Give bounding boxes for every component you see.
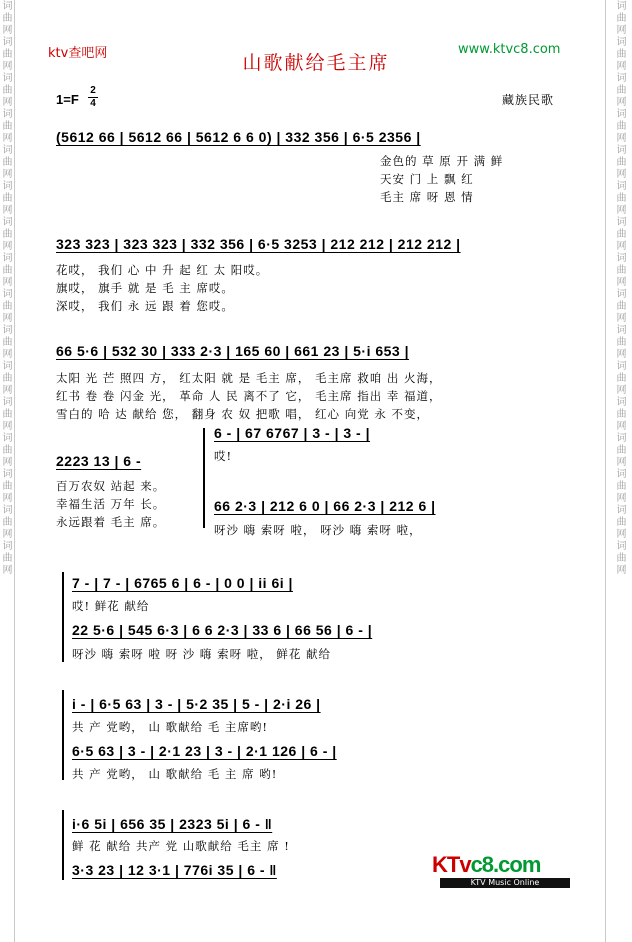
- system6-brace: [62, 690, 64, 780]
- song-title: 山歌献给毛主席: [242, 52, 390, 74]
- system6-lower-notes: 6·5 63 | 3 - | 2·1 23 | 3 - | 2·1 126 | 6 - |: [72, 743, 337, 759]
- site-url-right[interactable]: www.ktvc8.com: [458, 42, 561, 57]
- system4-lower-notes: 66 2·3 | 212 6 0 | 66 2·3 | 212 6 |: [214, 498, 436, 514]
- watermark-left: 词曲网词曲网词曲网词曲网词曲网词曲网词曲网词曲网词曲网词曲网词曲网词曲网词曲网词曲网词曲网词曲网: [0, 0, 11, 576]
- system4-notes-left: 2223 13 | 6 -: [56, 453, 142, 469]
- system5-brace: [62, 572, 64, 662]
- system4-lower-lyric: 呀沙 嗨 索呀 啦， 呀沙 嗨 索呀 啦，: [214, 523, 422, 537]
- system4-upper-notes: 6 - | 67 6767 | 3 - | 3 - |: [214, 425, 371, 441]
- system5-lower-notes: 22 5·6 | 545 6·3 | 6 6 2·3 | 33 6 | 66 56 | 6 - |: [72, 622, 373, 638]
- system3-notes: 66 5·6 | 532 30 | 333 2·3 | 165 60 | 661 23 | 5·i 653 |: [56, 343, 410, 359]
- system6-lower-lyric: 共 产 党哟， 山 歌献给 毛 主 席 哟!: [72, 767, 278, 781]
- logo-subtext: KTV Music Online: [440, 878, 570, 888]
- system5-upper-lyric: 哎! 鲜花 献给: [72, 599, 150, 613]
- system4-upper-lyric: 哎!: [214, 449, 233, 463]
- system5-upper-notes: 7 - | 7 - | 6765 6 | 6 - | 0 0 | ii 6i |: [72, 575, 293, 591]
- system1-notes: (5612 66 | 5612 66 | 5612 6 6 0) | 332 356 | 6·5 2356 |: [56, 129, 421, 145]
- key-signature: 1=F: [56, 92, 79, 107]
- logo-text-red: KTv: [432, 852, 471, 877]
- system3-lyric-1: 太阳 光 芒 照四 方， 红太阳 就 是 毛主 席， 毛主席 救咱 出 火海，: [56, 371, 442, 385]
- song-origin: 藏族民歌: [502, 93, 555, 107]
- system4-brace: [203, 428, 205, 528]
- ktvc8-logo[interactable]: [432, 852, 582, 896]
- system6-upper-notes: i - | 6·5 63 | 3 - | 5·2 35 | 5 - | 2·i 26 |: [72, 696, 321, 712]
- system4-lyric-3: 永远跟着 毛主 席。: [56, 515, 166, 529]
- system3-lyric-3: 雪白的 哈 达 献给 您， 翻身 农 奴 把歌 唱， 红心 向党 永 不变，: [56, 407, 430, 421]
- site-name-left[interactable]: ktv查吧网: [48, 46, 108, 61]
- meter-bottom: 4: [90, 98, 96, 109]
- system7-upper-notes: i·6 5i | 656 35 | 2323 5i | 6 - ‖: [72, 816, 273, 832]
- system1-lyric-1: 金色的 草 原 开 满 鲜: [380, 154, 504, 168]
- time-signature: [88, 86, 98, 109]
- system5-lower-lyric: 呀沙 嗨 索呀 啦 呀 沙 嗨 索呀 啦， 鲜花 献给: [72, 647, 332, 661]
- meter-top: 2: [90, 85, 96, 96]
- system3-lyric-2: 红书 卷 卷 闪金 光， 革命 人 民 离不了 它， 毛主席 指出 幸 福道，: [56, 389, 442, 403]
- system2-notes: 323 323 | 323 323 | 332 356 | 6·5 3253 | 212 212 | 212 212 |: [56, 236, 461, 252]
- system6-upper-lyric: 共 产 党哟， 山 歌献给 毛 主席哟!: [72, 720, 269, 734]
- system2-lyric-1: 花哎， 我们 心 中 升 起 红 太 阳哎。: [56, 263, 269, 277]
- system7-lower-notes: 3·3 23 | 12 3·1 | 776i 35 | 6 - ‖: [72, 862, 277, 878]
- system7-brace: [62, 810, 64, 880]
- system4-lyric-2: 幸福生活 万年 长。: [56, 497, 166, 511]
- system1-lyric-2: 天安 门 上 飘 红: [380, 172, 474, 186]
- system7-upper-lyric: 鲜 花 献给 共产 党 山歌献给 毛主 席 !: [72, 839, 290, 853]
- watermark-right: 词曲网词曲网词曲网词曲网词曲网词曲网词曲网词曲网词曲网词曲网词曲网词曲网词曲网词曲网词曲网词曲网: [614, 0, 625, 576]
- system1-lyric-3: 毛主 席 呀 恩 情: [380, 190, 474, 204]
- system2-lyric-3: 深哎， 我们 永 远 跟 着 您哎。: [56, 299, 234, 313]
- system4-lyric-1: 百万农奴 站起 来。: [56, 479, 166, 493]
- logo-text-green: c8.com: [470, 852, 541, 877]
- system2-lyric-2: 旗哎， 旗手 就 是 毛 主 席哎。: [56, 281, 234, 295]
